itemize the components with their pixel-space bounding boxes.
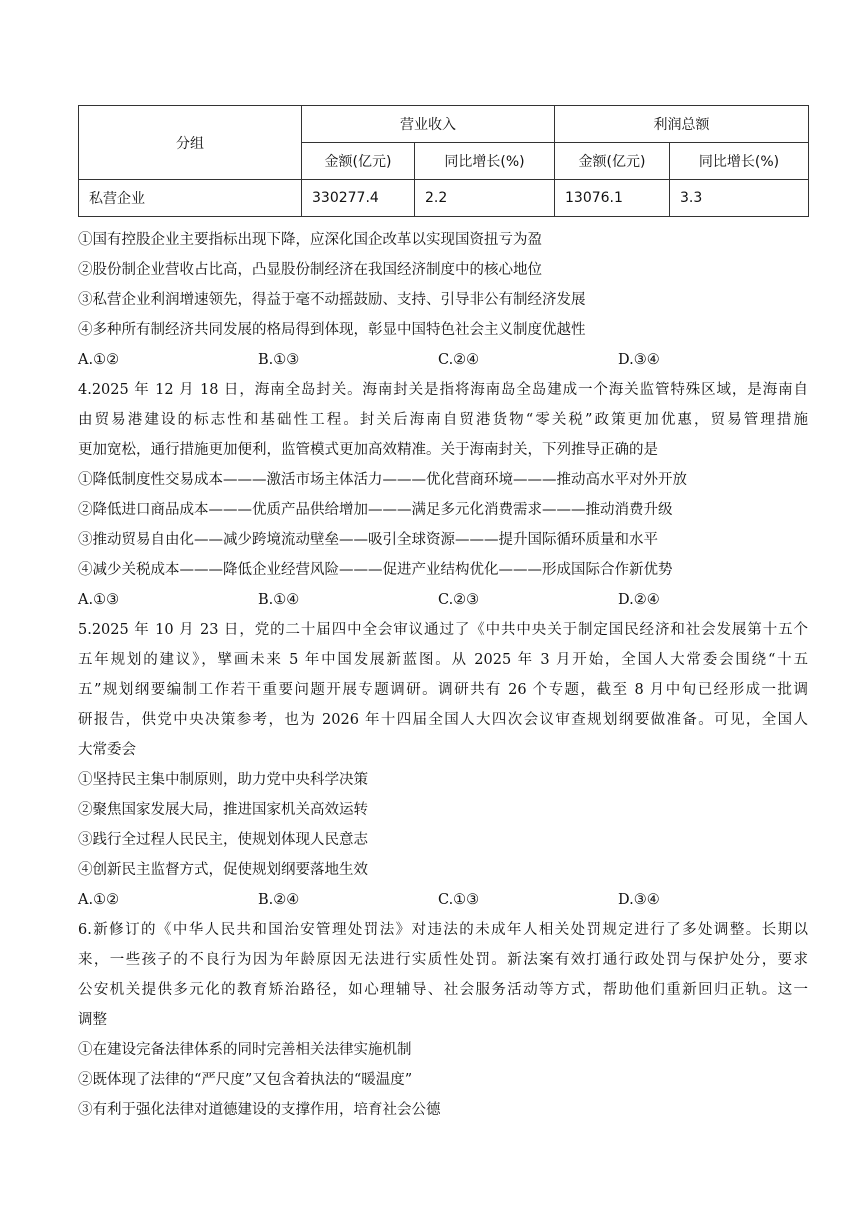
profit-growth-header: 同比增长(%) [670, 143, 809, 180]
table-header-row [79, 106, 809, 143]
q6-statement-3: ③有利于强化法律对道德建设的支撑作用，培育社会公德 [78, 1102, 441, 1118]
q6-statement-2: ②既体现了法律的“严尺度”又包含着执法的“暖温度” [78, 1072, 413, 1088]
q6-stem-line-2: 来，一些孩子的不良行为因为年龄原因无法进行实质性处罚。新法案有效打通行政处罚与保护处分，要求 [78, 952, 808, 968]
q5-stem-line-5: 大常委会 [78, 742, 136, 758]
q3-statement-1: ①国有控股企业主要指标出现下降，应深化国企改革以实现国资扭亏为盈 [78, 232, 542, 248]
row-revenue-amount: 330277.4 [302, 180, 415, 217]
row-profit-amount: 13076.1 [555, 180, 670, 217]
exam-page [78, 105, 808, 1125]
q4-stem-line-1: 4.2025 年 12 月 18 日，海南全岛封关。海南封关是指将海南岛全岛建成一个海关监管特殊区域，是海南自 [78, 382, 808, 398]
q5-block [78, 615, 808, 915]
q4-statement-2: ②降低进口商品成本———优质产品供给增加———满足多元化消费需求———推动消费升级 [78, 502, 673, 518]
q4-statement-1: ①降低制度性交易成本———激活市场主体活力———优化营商环境———推动高水平对外开放 [78, 472, 687, 488]
q4-stem-line-2: 由贸易港建设的标志性和基础性工程。封关后海南自贸港货物“零关税”政策更加优惠，贸易管理措施 [78, 412, 808, 428]
q3-option-a[interactable]: A.①② [78, 352, 120, 368]
q3-statement-4: ④多种所有制经济共同发展的格局得到体现，彰显中国特色社会主义制度优越性 [78, 322, 586, 338]
q5-stem-line-1: 5.2025 年 10 月 23 日，党的二十届四中全会审议通过了《中共中央关于制定国民经济和社会发展第十五个 [78, 622, 808, 638]
row-profit-growth: 3.3 [670, 180, 809, 217]
q3-options [78, 345, 808, 375]
q3-option-b[interactable]: B.①③ [258, 352, 300, 368]
q3-block [78, 225, 808, 375]
q4-option-c[interactable]: C.②③ [438, 592, 480, 608]
row-name: 私营企业 [79, 180, 302, 217]
q6-block [78, 915, 808, 1125]
q4-option-d[interactable]: D.②④ [618, 592, 660, 608]
q5-statement-2: ②聚焦国家发展大局，推进国家机关高效运转 [78, 802, 368, 818]
profit-header: 利润总额 [555, 106, 809, 143]
q4-statement-4: ④减少关税成本———降低企业经营风险———促进产业结构优化———形成国际合作新优势 [78, 562, 673, 578]
q5-option-b[interactable]: B.②④ [258, 892, 300, 908]
row-revenue-growth: 2.2 [415, 180, 555, 217]
q5-option-c[interactable]: C.①③ [438, 892, 480, 908]
q5-options [78, 885, 808, 915]
revenue-header: 营业收入 [302, 106, 555, 143]
q3-statement-3: ③私营企业利润增速领先，得益于毫不动摇鼓励、支持、引导非公有制经济发展 [78, 292, 586, 308]
q6-stem-line-4: 调整 [78, 1012, 107, 1028]
q4-block [78, 375, 808, 615]
q5-statement-4: ④创新民主监督方式，促使规划纲要落地生效 [78, 862, 368, 878]
q5-option-a[interactable]: A.①② [78, 892, 120, 908]
table-row [79, 180, 809, 217]
q3-statement-2: ②股份制企业营收占比高，凸显股份制经济在我国经济制度中的核心地位 [78, 262, 542, 278]
q6-stem-line-1: 6.新修订的《中华人民共和国治安管理处罚法》对违法的未成年人相关处罚规定进行了多处调整。长期以 [78, 922, 808, 938]
q5-stem-line-4: 研报告，供党中央决策参考，也为 2026 年十四届全国人大四次会议审查规划纲要做准备。可见，全国人 [78, 712, 808, 728]
q4-statement-3: ③推动贸易自由化——减少跨境流动壁垒——吸引全球资源———提升国际循环质量和水平 [78, 532, 658, 548]
group-header: 分组 [79, 106, 302, 180]
q3-option-c[interactable]: C.②④ [438, 352, 480, 368]
q5-option-d[interactable]: D.③④ [618, 892, 660, 908]
q5-statement-1: ①坚持民主集中制原则，助力党中央科学决策 [78, 772, 368, 788]
revenue-growth-header: 同比增长(%) [415, 143, 555, 180]
revenue-amount-header: 金额(亿元) [302, 143, 415, 180]
q5-stem-line-3: 五”规划纲要编制工作若干重要问题开展专题调研。调研共有 26 个专题，截至 8 月中旬已经形成一批调 [78, 682, 808, 698]
q6-stem-line-3: 公安机关提供多元化的教育矫治路径，如心理辅导、社会服务活动等方式，帮助他们重新回归正轨。这一 [78, 982, 808, 998]
q4-options [78, 585, 808, 615]
q6-statement-1: ①在建设完备法律体系的同时完善相关法律实施机制 [78, 1042, 412, 1058]
enterprise-data-table [78, 105, 809, 217]
question-content [78, 225, 808, 1125]
profit-amount-header: 金额(亿元) [555, 143, 670, 180]
q5-statement-3: ③践行全过程人民民主，使规划体现人民意志 [78, 832, 368, 848]
q4-option-a[interactable]: A.①③ [78, 592, 120, 608]
q4-stem-line-3: 更加宽松，通行措施更加便利，监管模式更加高效精准。关于海南封关，下列推导正确的是 [78, 442, 658, 458]
q3-option-d[interactable]: D.③④ [618, 352, 660, 368]
q4-option-b[interactable]: B.①④ [258, 592, 300, 608]
q5-stem-line-2: 五年规划的建议》，擘画未来 5 年中国发展新蓝图。从 2025 年 3 月开始，全国人大常委会围绕“十五 [78, 652, 808, 668]
